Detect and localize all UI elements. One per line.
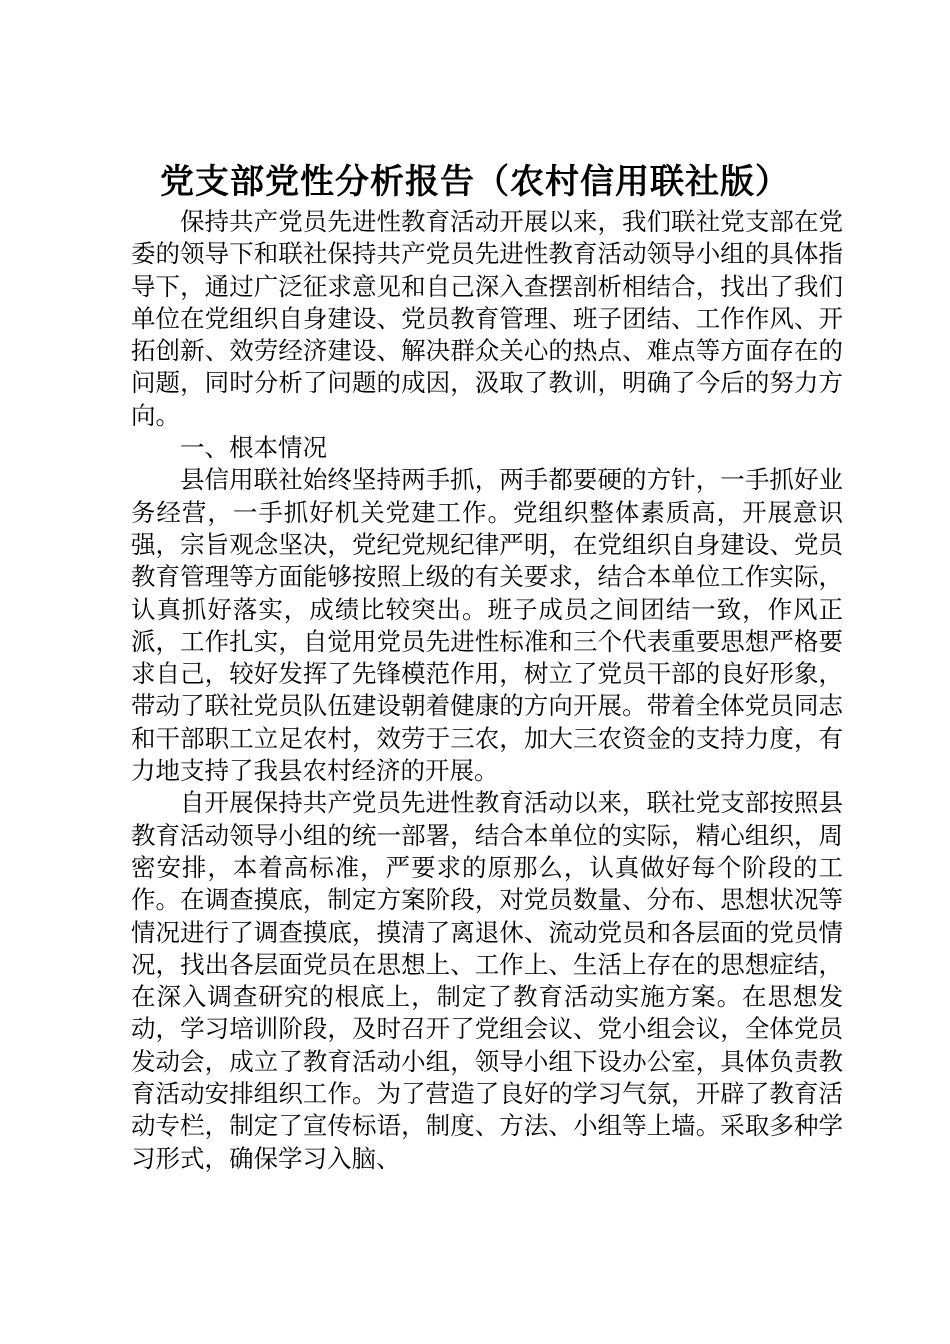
paragraph-intro: 保持共产党员先进性教育活动开展以来，我们联社党支部在党委的领导下和联社保持共产党员先进性教育活动领导小组的具体指导下，通过广泛征求意见和自己深入查摆剖析相结合，找出了我们单位在党组织自身建设、党员教育管理、班子团结、工作作风、开拓创新、效劳经济建设、解决群众关心的热点、难点等方面存在的问题，同时分析了问题的成因，汲取了教训，明确了今后的努力方向。 xyxy=(131,207,843,430)
paragraph-activity-progress: 自开展保持共产党员先进性教育活动以来，联社党支部按照县教育活动领导小组的统一部署，结合本单位的实际，精心组织，周密安排，本着高标准，严要求的原那么，认真做好每个阶段的工作。在调查摸底，制定方案阶段，对党员数量、分布、思想状况等情况进行了调查摸底，摸清了离退休、流动党员和各层面的党员情况，找出各层面党员在思想上、工作上、生活上存在的思想症结，在深入调查研究的根底上，制定了教育活动实施方案。在思想发动，学习培训阶段，及时召开了党组会议、党小组会议，全体党员发动会，成立了教育活动小组，领导小组下设办公室，具体负责教育活动安排组织工作。为了营造了良好的学习气氛，开辟了教育活动专栏，制定了宣传标语，制度、方法、小组等上墙。采取多种学习形式，确保学习入脑、 xyxy=(131,788,843,1173)
paragraph-basic-situation: 县信用联社始终坚持两手抓，两手都要硬的方针，一手抓好业务经营，一手抓好机关党建工作。党组织整体素质高，开展意识强，宗旨观念坚决，党纪党规纪律严明，在党组织自身建设、党员教育管理等方面能够按照上级的有关要求，结合本单位工作实际，认真抓好落实，成绩比较突出。班子成员之间团结一致，作风正派，工作扎实，自觉用党员先进性标准和三个代表重要思想严格要求自己，较好发挥了先锋模范作用，树立了党员干部的良好形象，带动了联社党员队伍建设朝着健康的方向开展。带着全体党员同志和干部职工立足农村，效劳于三农，加大三农资金的支持力度，有力地支持了我县农村经济的开展。 xyxy=(131,465,843,786)
document-body xyxy=(131,206,843,1175)
section-heading: 一、根本情况 xyxy=(180,433,327,463)
document-title: 党支部党性分析报告（农村信用联社版） xyxy=(160,162,790,202)
